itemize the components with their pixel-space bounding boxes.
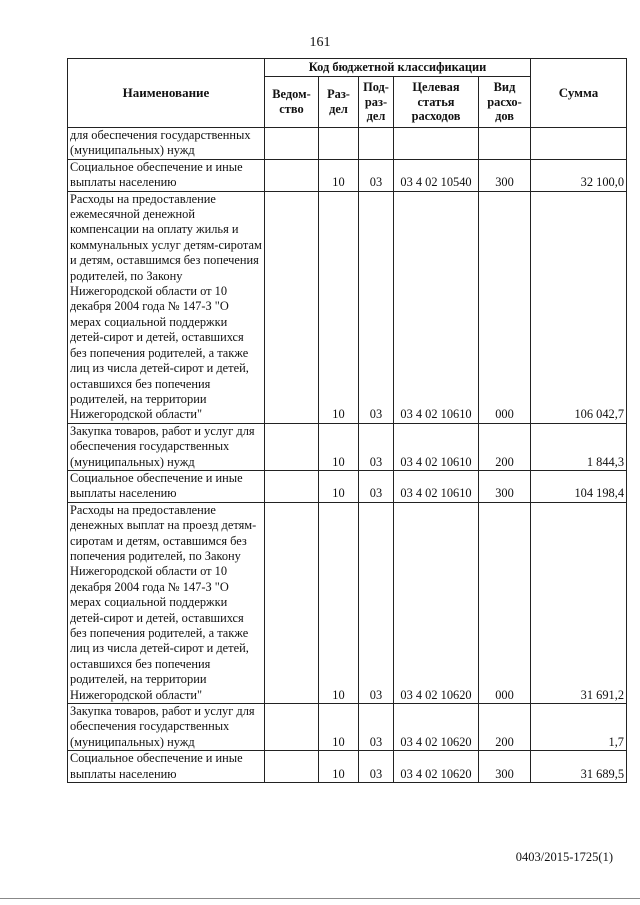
header-podrazdel: [359, 77, 394, 128]
row-razdel: 10: [319, 502, 359, 703]
row-target: 03 4 02 10620: [394, 704, 479, 751]
row-vid: 000: [479, 502, 531, 703]
row-name: для обеспечения государственных (муниципальных) нужд: [68, 128, 265, 160]
row-target: 03 4 02 10610: [394, 191, 479, 423]
header-vid-text: Вид расхо-дов: [487, 80, 522, 124]
row-name: Закупка товаров, работ и услуг для обеспечения государственных (муниципальных) нужд: [68, 423, 265, 470]
row-sum: 32 100,0: [531, 159, 627, 191]
row-name: Расходы на предоставление ежемесячной денежной компенсации на оплату жилья и коммунальных услуг детям-сиротам и детям, оставшимся без попечения родителей, по Закону Нижегородской области от 10 декабря 2004 года № 147-З "О мерах социальной поддержки детей-сирот и детей, оставшихся без попечения родителей, а также лиц из числа детей-сирот и детей, оставшихся без попечения родителей, на территории Нижегородской области": [68, 191, 265, 423]
row-name: Закупка товаров, работ и услуг для обеспечения государственных (муниципальных) нужд: [68, 704, 265, 751]
row-vedomstvo: [265, 128, 319, 160]
row-target: 03 4 02 10610: [394, 470, 479, 502]
header-vedomstvo: [265, 77, 319, 128]
header-razdel: [319, 77, 359, 128]
row-name: Социальное обеспечение и иные выплаты населению: [68, 751, 265, 783]
row-sum: 1 844,3: [531, 423, 627, 470]
document-code: 0403/2015-1725(1): [515, 850, 613, 864]
page-bottom-rule: [0, 898, 640, 899]
row-name: Расходы на предоставление денежных выплат на проезд детям-сиротам и детям, оставшимся без попечения родителей, по Закону Нижегородской области от 10 декабря 2004 года № 147-З "О мерах социальной поддержки детей-сирот и детей, оставшихся без попечения родителей, а также лиц из числа детей-сирот и детей, оставшихся без попечения родителей, на территории Нижегородской области": [68, 502, 265, 703]
header-razdel-text: Раз-дел: [327, 87, 350, 116]
row-podrazdel: 03: [359, 751, 394, 783]
row-name: Социальное обеспечение и иные выплаты населению: [68, 470, 265, 502]
table-row: [68, 502, 627, 703]
row-podrazdel: 03: [359, 191, 394, 423]
table-row: [68, 159, 627, 191]
row-razdel: 10: [319, 704, 359, 751]
table-row: [68, 423, 627, 470]
row-razdel: 10: [319, 470, 359, 502]
header-vid: [479, 77, 531, 128]
row-sum: 31 691,2: [531, 502, 627, 703]
row-target: [394, 128, 479, 160]
row-vid: 300: [479, 470, 531, 502]
row-vedomstvo: [265, 159, 319, 191]
header-vedomstvo-text: Ведом-ство: [272, 87, 311, 116]
row-sum: 31 689,5: [531, 751, 627, 783]
row-vid: 200: [479, 704, 531, 751]
row-vedomstvo: [265, 423, 319, 470]
row-podrazdel: [359, 128, 394, 160]
row-razdel: 10: [319, 191, 359, 423]
row-vedomstvo: [265, 191, 319, 423]
row-name: Социальное обеспечение и иные выплаты населению: [68, 159, 265, 191]
row-podrazdel: 03: [359, 502, 394, 703]
header-classification: Код бюджетной классификации: [265, 59, 531, 77]
row-vedomstvo: [265, 751, 319, 783]
row-sum: 106 042,7: [531, 191, 627, 423]
page-number: 161: [309, 35, 331, 50]
row-vid: 300: [479, 159, 531, 191]
row-podrazdel: 03: [359, 470, 394, 502]
row-vid: 300: [479, 751, 531, 783]
row-razdel: 10: [319, 423, 359, 470]
row-vid: 000: [479, 191, 531, 423]
header-target-text: Целевая статья расходов: [411, 80, 461, 124]
table-row: [68, 704, 627, 751]
table-row: [68, 128, 627, 160]
budget-table: [67, 58, 627, 783]
row-vedomstvo: [265, 470, 319, 502]
header-sum: Сумма: [531, 59, 627, 128]
row-podrazdel: 03: [359, 423, 394, 470]
row-podrazdel: 03: [359, 704, 394, 751]
row-podrazdel: 03: [359, 159, 394, 191]
row-target: 03 4 02 10620: [394, 502, 479, 703]
table-row: [68, 751, 627, 783]
row-target: 03 4 02 10540: [394, 159, 479, 191]
row-vid: [479, 128, 531, 160]
row-vedomstvo: [265, 502, 319, 703]
row-target: 03 4 02 10620: [394, 751, 479, 783]
row-sum: 1,7: [531, 704, 627, 751]
row-razdel: [319, 128, 359, 160]
row-vedomstvo: [265, 704, 319, 751]
table-row: [68, 191, 627, 423]
table-row: [68, 470, 627, 502]
row-sum: 104 198,4: [531, 470, 627, 502]
row-sum: [531, 128, 627, 160]
row-razdel: 10: [319, 751, 359, 783]
row-razdel: 10: [319, 159, 359, 191]
row-vid: 200: [479, 423, 531, 470]
row-target: 03 4 02 10610: [394, 423, 479, 470]
header-name: Наименование: [68, 59, 265, 128]
header-target: [394, 77, 479, 128]
header-podrazdel-text: Под-раз-дел: [363, 80, 389, 124]
